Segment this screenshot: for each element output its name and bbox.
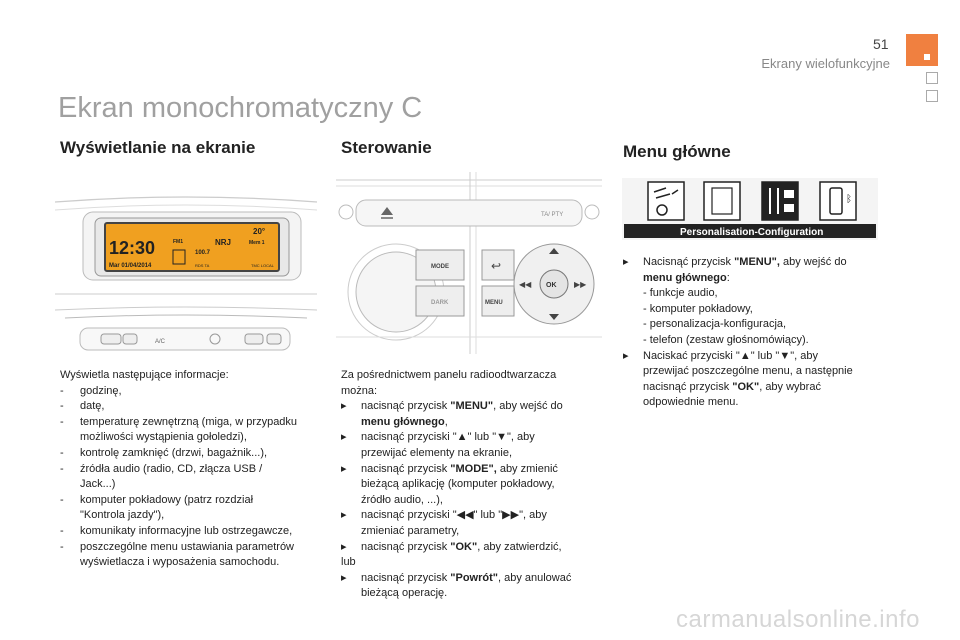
- svg-text:MENU: MENU: [485, 300, 503, 306]
- svg-text:MODE: MODE: [431, 264, 449, 270]
- panel-button: [101, 334, 121, 344]
- list-item-continued: odpowiednie menu.: [643, 396, 739, 409]
- left-arrow-icon: ◀◀: [519, 280, 532, 289]
- display-station: NRJ: [215, 238, 232, 247]
- list-item-continued: nacisnąć przycisk "OK", aby wybrać: [643, 380, 821, 393]
- list-item-continued: źródło audio, ...),: [361, 493, 443, 506]
- list-item-continued: przewijać poszczególne menu, a następnie: [643, 365, 853, 378]
- heading-display: Wyświetlanie na ekranie: [60, 138, 256, 157]
- up-arrow-icon: ▲: [456, 431, 468, 444]
- sub-item: - funkcje audio,: [643, 287, 718, 300]
- list-item: ▸ Naciskać przyciski "▲" lub "▼", aby: [623, 349, 818, 362]
- list-item: ▸ nacisnąć przyciski "▲" lub "▼", aby: [341, 431, 535, 444]
- list-item: ▸ nacisnąć przycisk "MODE", aby zmienić: [341, 462, 558, 475]
- tab-marker: [926, 90, 938, 102]
- watermark: carmanualsonline.info: [676, 606, 920, 633]
- list-item: ▸ nacisnąć przyciski "◀◀" lub "▶▶", aby: [341, 509, 547, 522]
- list-item-continued: możliwości wystąpienia gołoledzi),: [80, 431, 247, 444]
- section-tab: [906, 34, 938, 66]
- list-item-continued: bieżącą operację.: [361, 587, 448, 600]
- list-item-continued: wyświetlacza i wyposażenia samochodu.: [80, 556, 280, 569]
- list-item: - poszczególne menu ustawiania parametrów: [60, 540, 295, 553]
- list-item: ▸ nacisnąć przycisk "OK", aby zatwierdzić,: [341, 540, 562, 553]
- controls-text: Za pośrednictwem panelu radioodtwarzacza można: ▸ nacisnąć przycisk "MENU", aby wejść do menu głównego, ▸ nacisnąć przyciski "▲" lub "▼", aby przewijać elementy na ekranie, ▸ nacisnąć przycisk "MODE", aby zmienić bieżącą aplikację (komputer pokładowy, źródło audio, ...), ▸ nacisnąć przyciski "◀◀" lub "▶▶", aby zmieniać parametry, ▸ nacisnąć przycisk "OK", aby zatwierdzić, lub ▸ nacisnąć przycisk "Powrót", aby anulować bieżącą operację.: [341, 368, 611, 602]
- list-item: ▸ nacisnąć przycisk "Powrót", aby anulować: [341, 571, 572, 584]
- display-tmc: TMC LOCAL: [251, 263, 274, 268]
- list-item: - komunikaty informacyjne lub ostrzegawcze,: [60, 524, 293, 537]
- sub-item: - telefon (zestaw głośnomówiący).: [643, 333, 809, 346]
- left-arrow-icon: ◀◀: [456, 509, 474, 522]
- tab-marker: [926, 72, 938, 84]
- main-menu-illustration: [622, 178, 878, 240]
- display-source: FM1: [173, 239, 183, 245]
- dashboard-display-illustration: [55, 190, 320, 355]
- display-temp: 20°: [253, 227, 266, 236]
- list-item-continued: menu głównego,: [361, 415, 448, 428]
- section-name: Ekrany wielofunkcyjne: [761, 56, 890, 71]
- page-title: Ekran monochromatyczny C: [58, 92, 423, 124]
- display-rds: RDS TA: [195, 263, 210, 268]
- list-item-continued: menu głównego:: [643, 271, 730, 284]
- display-memory: Mem 1: [249, 240, 265, 246]
- sub-item: - personalizacja-konfiguracja,: [643, 318, 787, 331]
- heading-controls: Sterowanie: [341, 138, 432, 157]
- down-arrow-icon: ▼: [779, 349, 791, 362]
- display-info-text: Wyświetla następujące informacje: - godzinę, - datę, - temperaturę zewnętrzną (miga, w przypadku możliwości wystąpienia gołoledzi), - kontrolę zamknięć (drzwi, bagażnik...), - źródła audio (radio, CD, złącza USB / Jack...) - komputer pokładowy (patrz rozdział "Kontrola jazdy"), - komunikaty informacyjne lub ostrzegawcze, - poszczególne menu ustawiania parametrów wyświetlacza i wyposażenia samochodu.: [60, 368, 322, 571]
- list-item-continued: Jack...): [80, 478, 116, 491]
- page-number: 51: [873, 36, 889, 52]
- back-icon: ↩: [491, 259, 502, 273]
- display-time: 12:30: [109, 238, 156, 258]
- list-item: - źródła audio (radio, CD, złącza USB /: [60, 462, 263, 475]
- list-item: - datę,: [60, 400, 105, 413]
- audio-functions-icon: [648, 182, 684, 220]
- menu-bar-label: Personalisation-Configuration: [680, 227, 824, 238]
- ac-label: A/C: [155, 339, 166, 345]
- sub-item: - komputer pokładowy,: [643, 302, 753, 315]
- list-item: - kontrolę zamknięć (drzwi, bagażnik...),: [60, 446, 268, 459]
- personalisation-icon: [762, 182, 798, 220]
- heading-main-menu: Menu główne: [623, 142, 731, 161]
- list-item-continued: bieżącą aplikację (komputer pokładowy,: [361, 478, 555, 491]
- list-item: ▸ nacisnąć przycisk "MENU", aby wejść do: [341, 400, 563, 413]
- up-arrow-icon: ▲: [739, 349, 751, 362]
- panel-button: [267, 334, 281, 344]
- display-frequency: 100.7: [195, 250, 211, 256]
- bluetooth-icon: ᛒ: [846, 194, 852, 205]
- list-item: - godzinę,: [60, 384, 122, 397]
- down-arrow-icon: ▼: [496, 431, 507, 444]
- panel-button: [123, 334, 137, 344]
- control-panel-illustration: [336, 172, 604, 354]
- ok-button: OK: [546, 282, 557, 289]
- list-item: ▸ Nacisnąć przycisk "MENU", aby wejść do: [623, 256, 847, 268]
- ta-pty-button: TA/ PTY: [541, 212, 564, 218]
- main-menu-text: [623, 255, 893, 411]
- display-date: Mar 01/04/2014: [109, 263, 152, 269]
- list-item-continued: "Kontrola jazdy"),: [80, 509, 165, 522]
- list-item: - komputer pokładowy (patrz rozdział: [60, 493, 254, 506]
- list-item: - temperaturę zewnętrzną (miga, w przypadku: [60, 415, 298, 428]
- svg-text:DARK: DARK: [431, 300, 449, 306]
- list-item-continued: zmieniać parametry,: [361, 524, 460, 537]
- right-arrow-icon: ▶▶: [502, 509, 520, 522]
- panel-button: [245, 334, 263, 344]
- right-arrow-icon: ▶▶: [574, 280, 587, 289]
- list-item-continued: przewijać elementy na ekranie,: [361, 446, 513, 459]
